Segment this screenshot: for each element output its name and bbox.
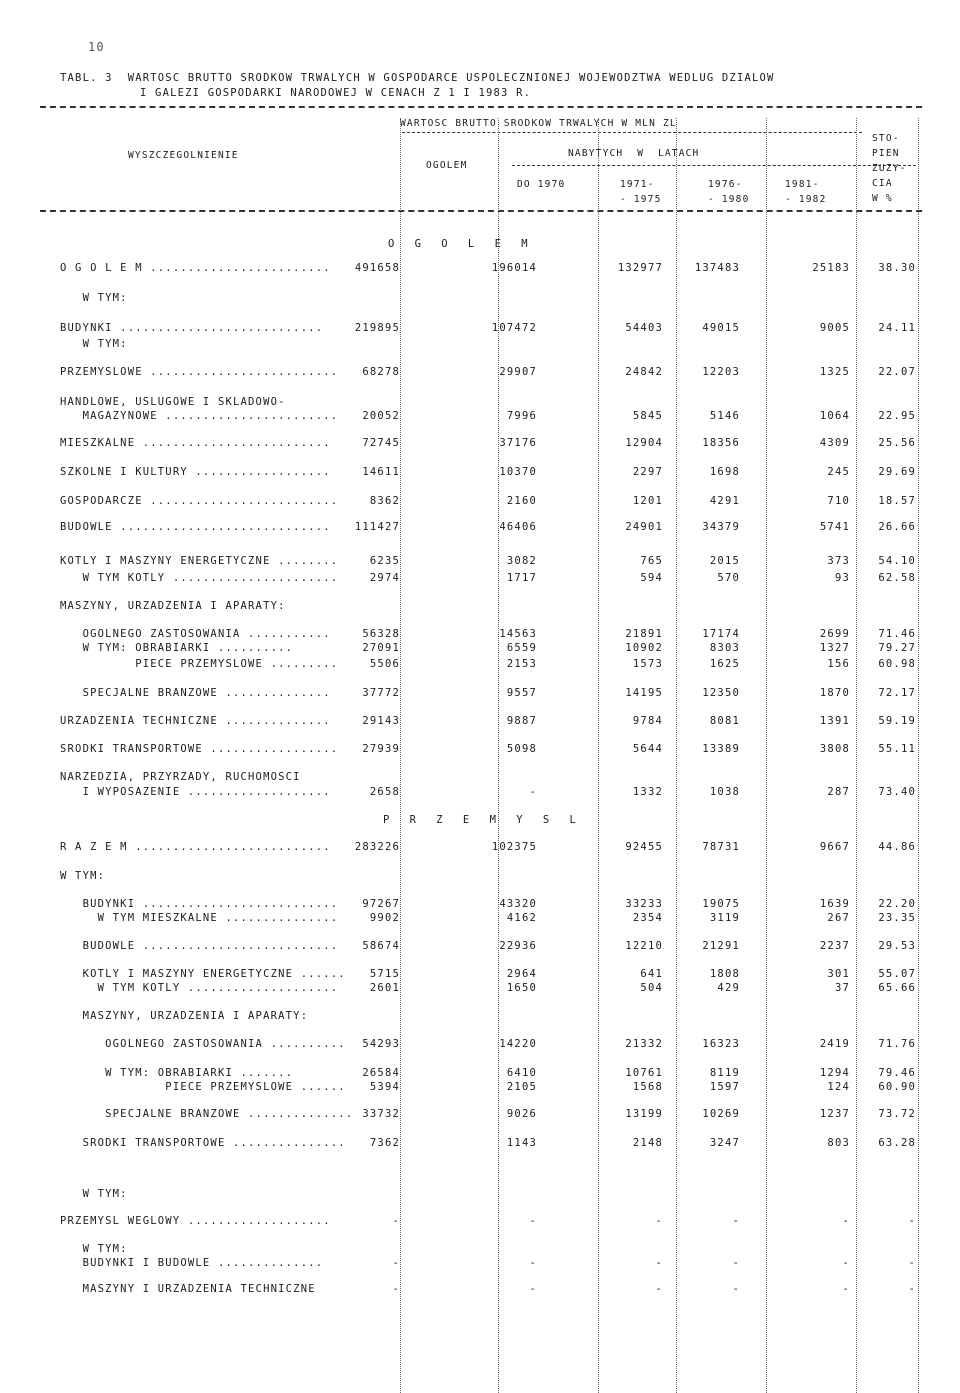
- table-row: [0, 1010, 960, 1026]
- page-number: 10: [88, 40, 105, 54]
- wear-percent: 23.35: [878, 912, 916, 924]
- row-label: W TYM: OBRABIARKI .......: [60, 1067, 294, 1079]
- section-title: P R Z E M Y S L: [383, 814, 583, 826]
- value-1971-1975: -: [655, 1283, 663, 1295]
- row-label: MASZYNY I URZADZENIA TECHNICZNE: [60, 1283, 316, 1295]
- table-row: [0, 262, 960, 278]
- value-1976-1980: 429: [717, 982, 740, 994]
- value-to-1970: 10370: [499, 466, 537, 478]
- wear-percent: 73.40: [878, 786, 916, 798]
- table-row: [0, 1257, 960, 1273]
- wear-percent: 22.20: [878, 898, 916, 910]
- row-label: SPECJALNE BRANZOWE ..............: [60, 687, 331, 699]
- wear-percent: 79.46: [878, 1067, 916, 1079]
- value-to-1970: 7996: [506, 410, 537, 422]
- row-label: PRZEMYSLOWE .........................: [60, 366, 339, 378]
- value-1976-1980: 17174: [702, 628, 740, 640]
- table-title-line1: TABL. 3 WARTOSC BRUTTO SRODKOW TRWALYCH W GOSPODARCE USPOLECZNIONEJ WOJEWODZTWA WEDLUG DZIALOW: [60, 72, 775, 84]
- value-1971-1975: 10902: [625, 642, 663, 654]
- value-to-1970: -: [529, 786, 537, 798]
- table-row: [0, 322, 960, 338]
- value-to-1970: 1143: [506, 1137, 537, 1149]
- value-1981-1982: 37: [834, 982, 850, 994]
- row-label: O G O L E M ........................: [60, 262, 331, 274]
- table-row: [0, 292, 960, 308]
- value-total: -: [392, 1283, 400, 1295]
- value-1976-1980: 78731: [702, 841, 740, 853]
- value-1971-1975: 10761: [625, 1067, 663, 1079]
- header-main: WARTOSC BRUTTO SRODKOW TRWALYCH W MLN ZL: [400, 118, 677, 129]
- header-wear-2: PIEN: [872, 148, 900, 159]
- wear-percent: -: [908, 1257, 916, 1269]
- table-row: [0, 555, 960, 571]
- wear-percent: 29.53: [878, 940, 916, 952]
- table-row: [0, 982, 960, 998]
- header-acquired: NABYTYCH W LATACH: [568, 148, 700, 159]
- value-1981-1982: 5741: [819, 521, 850, 533]
- table-title-line2: I GALEZI GOSPODARKI NARODOWEJ W CENACH Z 1 I 1983 R.: [140, 87, 532, 99]
- value-to-1970: 5098: [506, 743, 537, 755]
- row-label: PRZEMYSL WEGLOWY ...................: [60, 1215, 331, 1227]
- wear-percent: 73.72: [878, 1108, 916, 1120]
- table-row: [0, 437, 960, 453]
- value-total: 219895: [354, 322, 400, 334]
- table-row: [0, 572, 960, 588]
- value-1976-1980: 137483: [694, 262, 740, 274]
- value-1971-1975: 641: [640, 968, 663, 980]
- value-total: 14611: [362, 466, 400, 478]
- value-to-1970: 29907: [499, 366, 537, 378]
- wear-percent: 55.07: [878, 968, 916, 980]
- wear-percent: 63.28: [878, 1137, 916, 1149]
- row-label: OGOLNEGO ZASTOSOWANIA ...........: [60, 628, 331, 640]
- value-1971-1975: 1332: [632, 786, 663, 798]
- wear-percent: 25.56: [878, 437, 916, 449]
- value-1981-1982: 267: [827, 912, 850, 924]
- wear-percent: 38.30: [878, 262, 916, 274]
- value-to-1970: 37176: [499, 437, 537, 449]
- value-1976-1980: -: [732, 1215, 740, 1227]
- value-1971-1975: 2297: [632, 466, 663, 478]
- row-label: SRODKI TRANSPORTOWE .................: [60, 743, 339, 755]
- value-1971-1975: 2354: [632, 912, 663, 924]
- table-row: [0, 338, 960, 354]
- row-label: NARZEDZIA, PRZYRZADY, RUCHOMOSCI: [60, 771, 301, 783]
- value-1971-1975: 504: [640, 982, 663, 994]
- row-label: W TYM: OBRABIARKI ..........: [60, 642, 294, 654]
- value-total: 27091: [362, 642, 400, 654]
- header-period-3a: 1976-: [708, 179, 743, 190]
- value-1976-1980: 13389: [702, 743, 740, 755]
- value-total: 8362: [369, 495, 400, 507]
- value-1981-1982: 1325: [819, 366, 850, 378]
- row-label: W TYM KOTLY ......................: [60, 572, 339, 584]
- value-1971-1975: 1568: [632, 1081, 663, 1093]
- value-1971-1975: 14195: [625, 687, 663, 699]
- value-1971-1975: 765: [640, 555, 663, 567]
- table-row: [0, 1038, 960, 1054]
- value-total: 9902: [369, 912, 400, 924]
- value-total: 72745: [362, 437, 400, 449]
- value-1976-1980: 1808: [709, 968, 740, 980]
- value-1981-1982: 9667: [819, 841, 850, 853]
- row-label: MASZYNY, URZADZENIA I APARATY:: [60, 600, 286, 612]
- value-1976-1980: 49015: [702, 322, 740, 334]
- row-label: SPECJALNE BRANZOWE ..............: [60, 1108, 354, 1120]
- value-1971-1975: 594: [640, 572, 663, 584]
- wear-percent: 79.27: [878, 642, 916, 654]
- table-row: [0, 912, 960, 928]
- value-to-1970: -: [529, 1283, 537, 1295]
- value-1976-1980: 1625: [709, 658, 740, 670]
- wear-percent: 44.86: [878, 841, 916, 853]
- row-label: W TYM:: [60, 292, 128, 304]
- row-label: W TYM MIESZKALNE ...............: [60, 912, 339, 924]
- table-row: [0, 366, 960, 382]
- table-row: [0, 1137, 960, 1153]
- row-label: R A Z E M ..........................: [60, 841, 331, 853]
- value-1971-1975: 12210: [625, 940, 663, 952]
- value-to-1970: 1650: [506, 982, 537, 994]
- value-total: 5394: [369, 1081, 400, 1093]
- row-label: URZADZENIA TECHNICZNE ..............: [60, 715, 331, 727]
- value-1976-1980: 16323: [702, 1038, 740, 1050]
- header-wear-1: STO-: [872, 133, 900, 144]
- table-row: [0, 521, 960, 537]
- value-to-1970: 14563: [499, 628, 537, 640]
- row-label: KOTLY I MASZYNY ENERGETYCZNE ......: [60, 968, 346, 980]
- value-1971-1975: 21332: [625, 1038, 663, 1050]
- value-1976-1980: 3119: [709, 912, 740, 924]
- wear-percent: 22.95: [878, 410, 916, 422]
- value-total: 2601: [369, 982, 400, 994]
- table-row: [0, 786, 960, 802]
- row-label: I WYPOSAZENIE ...................: [60, 786, 331, 798]
- row-label: MAGAZYNOWE .......................: [60, 410, 339, 422]
- value-1971-1975: 21891: [625, 628, 663, 640]
- value-total: 33732: [362, 1108, 400, 1120]
- value-total: 5506: [369, 658, 400, 670]
- value-1981-1982: 2419: [819, 1038, 850, 1050]
- header-wear-3: ZUZY-: [872, 163, 907, 174]
- value-1981-1982: 2699: [819, 628, 850, 640]
- value-1981-1982: 124: [827, 1081, 850, 1093]
- value-1981-1982: -: [842, 1215, 850, 1227]
- value-total: 7362: [369, 1137, 400, 1149]
- value-total: 5715: [369, 968, 400, 980]
- value-1971-1975: 9784: [632, 715, 663, 727]
- header-spec: WYSZCZEGOLNIENIE: [128, 150, 239, 161]
- value-to-1970: 2160: [506, 495, 537, 507]
- value-to-1970: 2964: [506, 968, 537, 980]
- table-row: [0, 600, 960, 616]
- wear-percent: 22.07: [878, 366, 916, 378]
- wear-percent: -: [908, 1283, 916, 1295]
- value-total: 27939: [362, 743, 400, 755]
- wear-percent: 71.46: [878, 628, 916, 640]
- header-period-1: DO 1970: [517, 179, 566, 190]
- value-to-1970: 107472: [491, 322, 537, 334]
- row-label: W TYM:: [60, 1188, 128, 1200]
- value-1971-1975: 5644: [632, 743, 663, 755]
- value-total: -: [392, 1257, 400, 1269]
- value-to-1970: 3082: [506, 555, 537, 567]
- value-total: 58674: [362, 940, 400, 952]
- value-1981-1982: 1327: [819, 642, 850, 654]
- table-row: [0, 1215, 960, 1231]
- value-1971-1975: 24842: [625, 366, 663, 378]
- value-1971-1975: 1201: [632, 495, 663, 507]
- value-total: 6235: [369, 555, 400, 567]
- table-row: [0, 642, 960, 658]
- row-label: W TYM KOTLY ....................: [60, 982, 339, 994]
- value-1976-1980: 8119: [709, 1067, 740, 1079]
- value-1971-1975: -: [655, 1257, 663, 1269]
- value-total: 26584: [362, 1067, 400, 1079]
- value-1971-1975: 2148: [632, 1137, 663, 1149]
- row-label: BUDOWLE ..........................: [60, 940, 339, 952]
- value-to-1970: 9887: [506, 715, 537, 727]
- value-total: 111427: [354, 521, 400, 533]
- row-label: MASZYNY, URZADZENIA I APARATY:: [60, 1010, 309, 1022]
- value-1981-1982: 803: [827, 1137, 850, 1149]
- wear-percent: 62.58: [878, 572, 916, 584]
- wear-percent: 71.76: [878, 1038, 916, 1050]
- value-to-1970: 46406: [499, 521, 537, 533]
- row-label: HANDLOWE, USLUGOWE I SKLADOWO-: [60, 396, 286, 408]
- table-row: [0, 687, 960, 703]
- value-1981-1982: 4309: [819, 437, 850, 449]
- table-row: [0, 466, 960, 482]
- row-label: GOSPODARCZE .........................: [60, 495, 339, 507]
- table-row: [0, 870, 960, 886]
- header-rule-1: [402, 132, 862, 133]
- row-label: BUDYNKI ..........................: [60, 898, 339, 910]
- header-wear-4: CIA: [872, 178, 893, 189]
- value-1976-1980: 1038: [709, 786, 740, 798]
- section-title: O G O L E M: [388, 238, 535, 250]
- value-to-1970: 1717: [506, 572, 537, 584]
- value-to-1970: -: [529, 1257, 537, 1269]
- value-to-1970: 9557: [506, 687, 537, 699]
- row-label: W TYM:: [60, 1243, 128, 1255]
- wear-percent: 60.98: [878, 658, 916, 670]
- value-to-1970: 22936: [499, 940, 537, 952]
- wear-percent: 72.17: [878, 687, 916, 699]
- value-1976-1980: 21291: [702, 940, 740, 952]
- header-total: OGOLEM: [426, 160, 468, 171]
- value-to-1970: 102375: [491, 841, 537, 853]
- row-label: MIESZKALNE .........................: [60, 437, 331, 449]
- wear-percent: 55.11: [878, 743, 916, 755]
- value-1981-1982: 245: [827, 466, 850, 478]
- value-to-1970: 4162: [506, 912, 537, 924]
- value-to-1970: 6559: [506, 642, 537, 654]
- value-1981-1982: 25183: [812, 262, 850, 274]
- value-1976-1980: 2015: [709, 555, 740, 567]
- value-to-1970: 43320: [499, 898, 537, 910]
- header-period-3b: - 1980: [708, 194, 750, 205]
- table-row: [0, 743, 960, 759]
- wear-percent: 29.69: [878, 466, 916, 478]
- row-label: PIECE PRZEMYSLOWE ......: [60, 1081, 346, 1093]
- value-1981-1982: -: [842, 1257, 850, 1269]
- wear-percent: 18.57: [878, 495, 916, 507]
- value-1971-1975: 1573: [632, 658, 663, 670]
- value-1971-1975: 54403: [625, 322, 663, 334]
- value-to-1970: 2105: [506, 1081, 537, 1093]
- value-1981-1982: 1870: [819, 687, 850, 699]
- value-1981-1982: 301: [827, 968, 850, 980]
- value-to-1970: 196014: [491, 262, 537, 274]
- value-to-1970: 14220: [499, 1038, 537, 1050]
- value-1971-1975: 33233: [625, 898, 663, 910]
- value-total: 56328: [362, 628, 400, 640]
- header-bottom-rule: [40, 210, 922, 212]
- value-total: 20052: [362, 410, 400, 422]
- value-1981-1982: 1639: [819, 898, 850, 910]
- table-row: [0, 715, 960, 731]
- value-1976-1980: 570: [717, 572, 740, 584]
- row-label: W TYM:: [60, 870, 106, 882]
- header-period-4a: 1981-: [785, 179, 820, 190]
- value-total: 2658: [369, 786, 400, 798]
- value-1971-1975: 5845: [632, 410, 663, 422]
- value-1976-1980: 34379: [702, 521, 740, 533]
- value-1981-1982: 156: [827, 658, 850, 670]
- table-row: [0, 658, 960, 674]
- value-1971-1975: 12904: [625, 437, 663, 449]
- value-1981-1982: 287: [827, 786, 850, 798]
- value-1971-1975: -: [655, 1215, 663, 1227]
- value-1976-1980: 8081: [709, 715, 740, 727]
- value-1981-1982: 710: [827, 495, 850, 507]
- row-label: BUDYNKI ...........................: [60, 322, 324, 334]
- wear-percent: 59.19: [878, 715, 916, 727]
- row-label: BUDOWLE ............................: [60, 521, 331, 533]
- value-1976-1980: 5146: [709, 410, 740, 422]
- row-label: BUDYNKI I BUDOWLE ..............: [60, 1257, 324, 1269]
- value-total: 97267: [362, 898, 400, 910]
- value-to-1970: -: [529, 1215, 537, 1227]
- value-1981-1982: 1391: [819, 715, 850, 727]
- value-1981-1982: 1237: [819, 1108, 850, 1120]
- value-1971-1975: 13199: [625, 1108, 663, 1120]
- row-label: W TYM:: [60, 338, 128, 350]
- value-total: -: [392, 1215, 400, 1227]
- value-to-1970: 2153: [506, 658, 537, 670]
- value-1981-1982: 1294: [819, 1067, 850, 1079]
- value-total: 283226: [354, 841, 400, 853]
- wear-percent: 54.10: [878, 555, 916, 567]
- wear-percent: -: [908, 1215, 916, 1227]
- header-wear-5: W %: [872, 193, 893, 204]
- row-label: SRODKI TRANSPORTOWE ...............: [60, 1137, 346, 1149]
- value-total: 68278: [362, 366, 400, 378]
- row-label: KOTLY I MASZYNY ENERGETYCZNE ........: [60, 555, 339, 567]
- value-1981-1982: 373: [827, 555, 850, 567]
- value-to-1970: 9026: [506, 1108, 537, 1120]
- table-row: [0, 1188, 960, 1204]
- row-label: OGOLNEGO ZASTOSOWANIA ..........: [60, 1038, 346, 1050]
- value-1981-1982: 93: [834, 572, 850, 584]
- value-1981-1982: -: [842, 1283, 850, 1295]
- header-period-2b: - 1975: [620, 194, 662, 205]
- header-period-2a: 1971-: [620, 179, 655, 190]
- value-1976-1980: -: [732, 1257, 740, 1269]
- wear-percent: 24.11: [878, 322, 916, 334]
- table-row: [0, 1081, 960, 1097]
- table-row: [0, 940, 960, 956]
- wear-percent: 65.66: [878, 982, 916, 994]
- wear-percent: 26.66: [878, 521, 916, 533]
- value-total: 491658: [354, 262, 400, 274]
- value-total: 54293: [362, 1038, 400, 1050]
- value-1976-1980: 1597: [709, 1081, 740, 1093]
- value-1981-1982: 9005: [819, 322, 850, 334]
- value-1976-1980: 4291: [709, 495, 740, 507]
- value-1981-1982: 1064: [819, 410, 850, 422]
- value-1976-1980: 18356: [702, 437, 740, 449]
- value-1976-1980: 19075: [702, 898, 740, 910]
- top-rule: [40, 106, 922, 108]
- value-total: 29143: [362, 715, 400, 727]
- row-label: SZKOLNE I KULTURY ..................: [60, 466, 331, 478]
- value-1971-1975: 92455: [625, 841, 663, 853]
- table-row: [0, 841, 960, 857]
- table-row: [0, 1108, 960, 1124]
- row-label: PIECE PRZEMYSLOWE .........: [60, 658, 339, 670]
- value-total: 2974: [369, 572, 400, 584]
- value-1976-1980: 12350: [702, 687, 740, 699]
- value-1976-1980: 3247: [709, 1137, 740, 1149]
- wear-percent: 60.90: [878, 1081, 916, 1093]
- value-1971-1975: 24901: [625, 521, 663, 533]
- value-to-1970: 6410: [506, 1067, 537, 1079]
- table-row: [0, 410, 960, 426]
- value-total: 37772: [362, 687, 400, 699]
- table-row: [0, 495, 960, 511]
- table-row: [0, 1283, 960, 1299]
- value-1981-1982: 2237: [819, 940, 850, 952]
- value-1976-1980: -: [732, 1283, 740, 1295]
- value-1976-1980: 1698: [709, 466, 740, 478]
- header-period-4b: - 1982: [785, 194, 827, 205]
- value-1976-1980: 8303: [709, 642, 740, 654]
- value-1976-1980: 10269: [702, 1108, 740, 1120]
- table-row: [0, 771, 960, 787]
- value-1971-1975: 132977: [617, 262, 663, 274]
- value-1976-1980: 12203: [702, 366, 740, 378]
- value-1981-1982: 3808: [819, 743, 850, 755]
